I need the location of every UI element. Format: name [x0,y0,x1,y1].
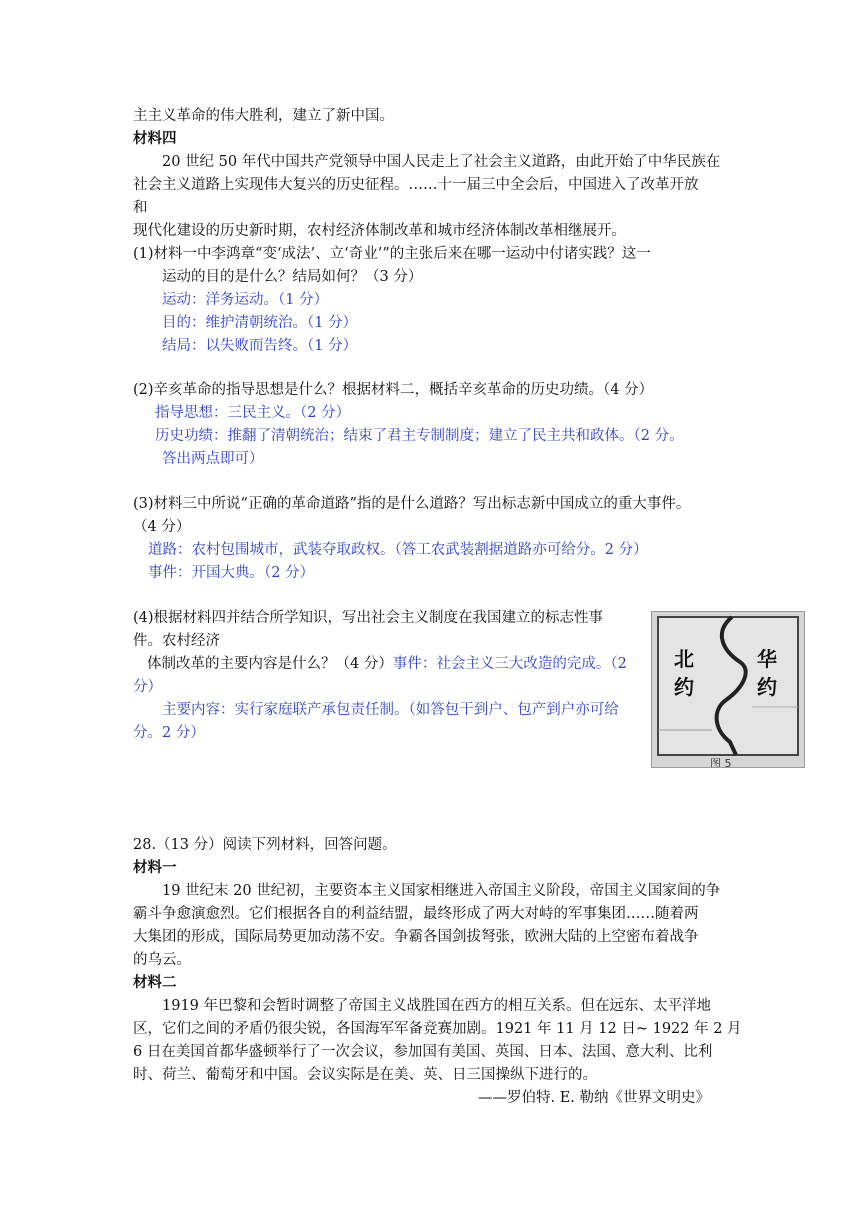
q28-header: 28.（13 分）阅读下列材料，回答问题。 [133,837,397,853]
q4-question-text: 体制改革的主要内容是什么？（4 分） [147,656,393,672]
q28-source: ——罗伯特. E. 勒纳《世界文明史》 [478,1090,711,1106]
q3-question: (3)材料三中所说“正确的革命道路”指的是什么道路？写出标志新中国成立的重大事件。 [133,496,691,512]
q2-answer: 历史功绩：推翻了清朝统治；结束了君主专制制度；建立了民主共和政体。（2 分。 [155,428,684,444]
q1-question: (1)材料一中李鸿章“变‘成法’、立‘奇业’”的主张后来在哪一运动中付诸实践？这一 [133,246,651,262]
q28-material2-line: 区，它们之间的矛盾仍很尖锐，各国海军军备竞赛加剧。1921 年 11 月 12 日~ 1922 年 2 月 [133,1021,742,1037]
label-right-1: 华 [757,647,777,671]
label-right-2: 约 [757,675,777,699]
figure-5-image [651,611,805,768]
q4-answer: 事件：社会主义三大改造的完成。（2 [392,656,627,672]
q3-question: （4 分） [133,519,191,535]
material4-line: 20 世纪 50 年代中国共产党领导中国人民走上了社会主义道路，由此开始了中华民族在 [162,154,721,170]
q28-material2-line: 1919 年巴黎和会暂时调整了帝国主义战胜国在西方的相互关系。但在远东、太平洋地 [162,998,712,1014]
q28-material2-heading: 材料二 [133,974,177,991]
q4-question: 件。农村经济 [133,633,220,649]
q28-material2-line: 时、荷兰、葡萄牙和中国。会议实际是在美、英、日三国操纵下进行的。 [133,1067,597,1083]
intro-line: 主主义革命的伟大胜利，建立了新中国。 [133,108,394,124]
q4-question: (4)根据材料四并结合所学知识，写出社会主义制度在我国建立的标志性事 [133,610,604,626]
q28-material1-line: 大集团的形成，国际局势更加动荡不安。争霸各国剑拔弩张，欧洲大陆的上空密布着战争 [133,929,699,945]
material4-line: 社会主义道路上实现伟大复兴的历史征程。……十一届三中全会后，中国进入了改革开放 [133,177,699,193]
q1-answer: 运动：洋务运动。（1 分） [162,292,329,308]
label-left-1: 北 [674,647,694,671]
q4-question-line3 [133,654,627,674]
q1-question: 运动的目的是什么？结局如何？（3 分） [162,269,423,285]
q28-material1-line: 19 世纪末 20 世纪初，主要资本主义国家相继进入帝国主义阶段，帝国主义国家间的争 [162,883,721,899]
q1-answer: 结局：以失败而告终。（1 分） [162,338,358,354]
q4-answer: 主要内容：实行家庭联产承包责任制。（如答包干到户、包产到户亦可给 [162,702,619,718]
q2-answer: 指导思想：三民主义。（2 分） [155,405,351,421]
q3-answer: 事件：开国大典。（2 分） [148,565,315,581]
figure-5-map [652,612,805,768]
material4-line: 现代化建设的历史新时期，农村经济体制改革和城市经济体制改革相继展开。 [133,223,626,239]
q28-material1-line: 霸斗争愈演愈烈。它们根据各自的利益结盟，最终形成了两大对峙的军事集团……随着两 [133,906,699,922]
figure-caption: 图 5 [710,757,732,768]
material4-line: 和 [133,200,148,216]
q28-material2-line: 6 日在美国首都华盛顿举行了一次会议，参加国有美国、英国、日本、法国、意大利、比利 [133,1044,713,1060]
label-left-2: 约 [674,675,694,699]
q1-answer: 目的：维护清朝统治。（1 分） [162,315,358,331]
q2-question: (2)辛亥革命的指导思想是什么？根据材料二，概括辛亥革命的历史功绩。（4 分） [133,382,654,398]
q4-answer: 分） [133,679,162,695]
q28-material1-line: 的乌云。 [133,952,191,968]
q28-material1-heading: 材料一 [133,859,177,876]
q3-answer: 道路：农村包围城市，武装夺取政权。（答工农武装割据道路亦可给分。2 分） [148,542,648,558]
material4-heading: 材料四 [133,130,177,147]
q2-answer: 答出两点即可） [162,451,264,467]
q4-answer: 分。2 分） [133,725,205,741]
